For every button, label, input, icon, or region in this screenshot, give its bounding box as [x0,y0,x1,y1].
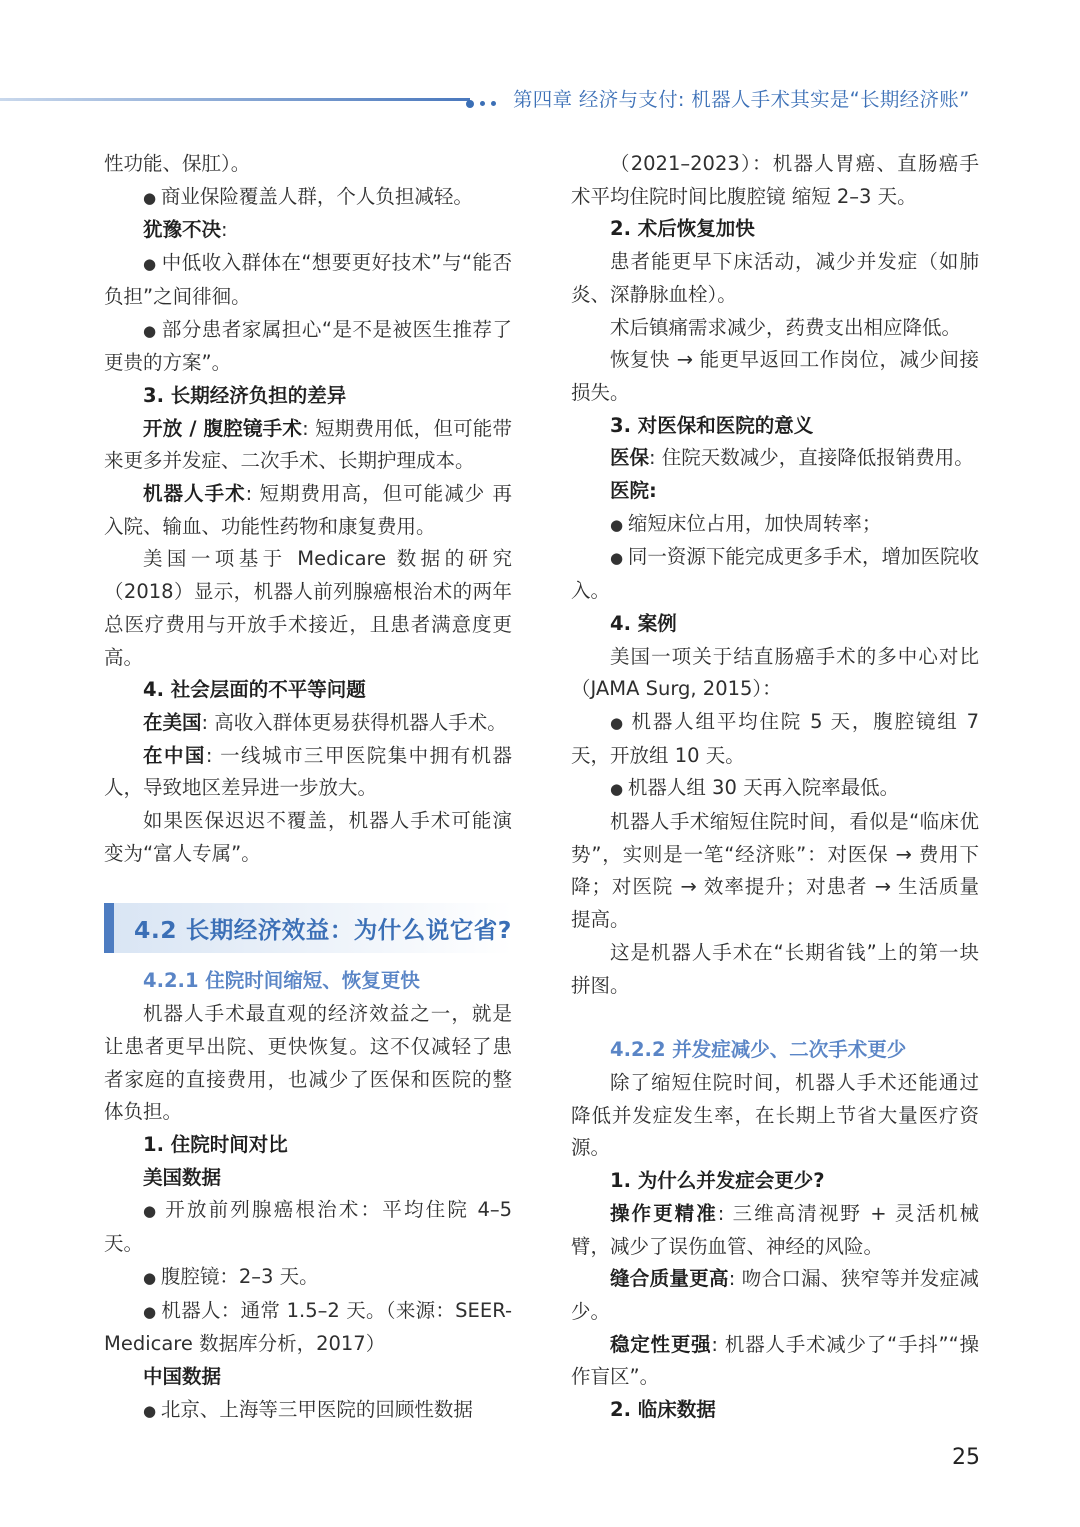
bullet-item: ● 机器人组 30 天再入院率最低。 [571,772,979,806]
paragraph [571,475,979,508]
paragraph: 术后镇痛需求减少，药费支出相应降低。 [610,315,962,339]
bullet-item: ● 缩短床位占用，加快周转率； [571,508,979,542]
paragraph: 患者能更早下床活动，减少并发症（如肺炎、深静脉血栓）。 [571,250,979,306]
paragraph-text: : 三维高清视野 + 灵活机械臂，减少了误伤血管、神经的风险。 [571,1201,979,1258]
bold-label: 操作更精准 [610,1201,718,1225]
paragraph: 性功能、保肛）。 [104,152,251,175]
heading: 美国数据 [143,1165,222,1189]
paragraph: 美国一项基于 Medicare 数据的研究（2018）显示，机器人前列腺癌根治术的两年总医疗费用与开放手术接近，且患者满意度更高。 [104,547,512,669]
bold-label: 医院 [610,479,650,503]
chapter-title: 第四章 经济与支付: 机器人手术其实是“长期经济账” [513,88,970,111]
bullet-item: ● 机器人：通常 1.5–2 天。（来源：SEER-Medicare 数据库分析，2017） [104,1295,512,1361]
paragraph: 机器人手术缩短住院时间，看似是“临床优势”，实则是一笔“经济账”：对医保 → 费用下降；对医院 → 效率提升；对患者 → 生活质量提高。 [571,810,979,932]
paragraph [104,413,512,478]
heading: 3. 长期经济负担的差异 [143,383,347,407]
bullet-item: ● 同一资源下能完成更多手术，增加医院收入。 [571,541,979,607]
section-heading-box [104,903,512,953]
spacer [571,1002,979,1034]
paragraph: 如果医保迟迟不覆盖，机器人手术可能演变为“富人专属”。 [104,809,512,865]
paragraph: 恢复快 → 能更早返回工作岗位，减少间接损失。 [571,348,979,404]
paragraph-text: : 短期费用低，但可能带来更多并发症、二次手术、长期护理成本。 [104,416,512,473]
heading: 中国数据 [143,1364,222,1388]
bold-label: 在中国 [143,743,206,767]
paragraph [104,214,512,247]
bold-label: 机器人手术 [143,482,246,506]
section-title: 4.2 长期经济效益：为什么说它省? [134,916,512,945]
heading: 4. 案例 [610,611,677,635]
heading: 2. 临床数据 [610,1398,716,1422]
paragraph: （2021–2023）：机器人胃癌、直肠癌手术平均住院时间比腹腔镜 缩短 2–3 天。 [571,152,979,208]
heading: 2. 术后恢复加快 [610,217,755,241]
bullet-item: ● 开放前列腺癌根治术：平均住院 4–5 天。 [104,1194,512,1260]
paragraph-text: : 住院天数减少，直接降低报销费用。 [649,446,974,470]
bullet-item: ● 北京、上海等三甲医院的回顾性数据 [104,1394,512,1428]
bold-label: 医保 [610,446,650,470]
bullet-item: ● 中低收入群体在“想要更好技术”与“能否负担”之间徘徊。 [104,247,512,313]
paragraph-text: : 高收入群体更易获得机器人手术。 [201,710,507,734]
header-rule [0,98,470,101]
heading: 1. 住院时间对比 [143,1132,288,1156]
bold-label: 在美国 [143,710,202,734]
paragraph [104,707,512,740]
paragraph-text: : 吻合口漏、狭窄等并发症减少。 [571,1267,979,1323]
bold-label: 犹豫不决 [143,218,222,242]
paragraph-text: : 短期费用高，但可能减少 再入院、输血、功能性药物和康复费用。 [104,482,512,538]
bullet-item: ● 部分患者家属担心“是不是被医生推荐了更贵的方案”。 [104,314,512,380]
paragraph-text: : [221,218,228,242]
paragraph [104,740,512,805]
subsection-title: 4.2.1 住院时间缩短、恢复更快 [143,969,420,993]
header-dots-decoration [466,93,502,112]
bullet-item: ● 腹腔镜：2–3 天。 [104,1261,512,1295]
paragraph [571,1329,979,1394]
left-column [104,148,512,1427]
heading: 4. 社会层面的不平等问题 [143,678,366,702]
paragraph [571,442,979,475]
paragraph [571,1263,979,1328]
right-column [571,148,979,1427]
paragraph: 机器人手术最直观的经济效益之一，就是让患者更早出院、更快恢复。这不仅减轻了患者家庭的直接费用，也减少了医保和医院的整体负担。 [104,1002,512,1124]
paragraph [104,478,512,543]
paragraph-text: : 机器人手术减少了“手抖”“操作盲区”。 [571,1332,979,1389]
paragraph: 美国一项关于结直肠癌手术的多中心对比（JAMA Surg, 2015）： [571,644,979,701]
heading: 1. 为什么并发症会更少? [610,1169,825,1193]
paragraph: 这是机器人手术在“长期省钱”上的第一块拼图。 [571,940,979,997]
paragraph-text: : 一线城市三甲医院集中拥有机器人，导致地区差异进一步放大。 [104,743,512,800]
bullet-item: ● 商业保险覆盖人群，个人负担减轻。 [104,181,512,215]
bullet-item: ● 机器人组平均住院 5 天，腹腔镜组 7 天，开放组 10 天。 [571,706,979,772]
bold-label: 开放 / 腹腔镜手术 [143,416,303,440]
heading: 3. 对医保和医院的意义 [610,413,814,437]
bold-label: 缝合质量更高 [610,1267,729,1291]
bold-label: 稳定性更强 [610,1332,712,1356]
subsection-title: 4.2.2 并发症减少、二次手术更少 [610,1038,907,1062]
paragraph: 除了缩短住院时间，机器人手术还能通过 降低并发症发生率，在长期上节省大量医疗资源。 [571,1070,979,1160]
page-number: 25 [952,1445,980,1470]
paragraph-text: : [649,479,657,503]
paragraph [571,1198,979,1263]
